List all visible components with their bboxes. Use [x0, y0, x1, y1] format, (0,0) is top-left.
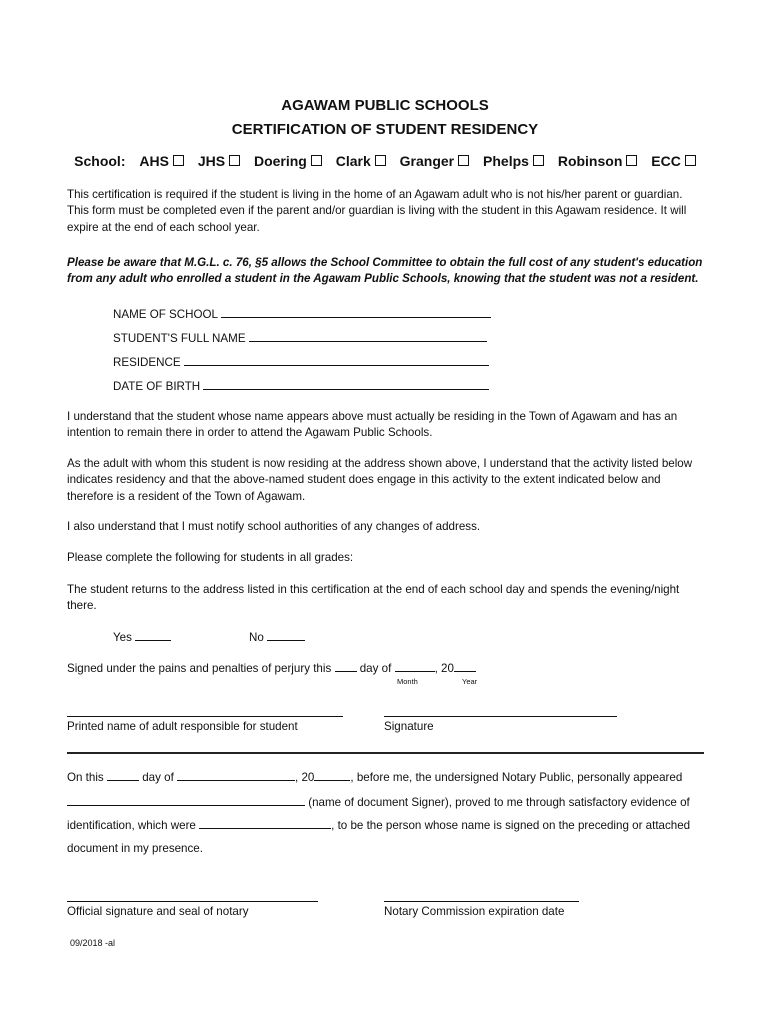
- dob-line[interactable]: [203, 378, 489, 390]
- form-title: AGAWAM PUBLIC SCHOOLS: [281, 97, 489, 114]
- perjury-year-blank[interactable]: [454, 661, 476, 672]
- school-option-doering[interactable]: Doering: [254, 153, 322, 169]
- school-label: School:: [74, 153, 126, 169]
- notary-signature-caption: Official signature and seal of notary: [67, 905, 249, 918]
- notary-month-blank[interactable]: [177, 770, 295, 781]
- checkbox-robinson[interactable]: [626, 155, 637, 166]
- residence-label: RESIDENCE: [113, 356, 181, 369]
- school-name-line[interactable]: [221, 306, 491, 318]
- checkbox-phelps[interactable]: [533, 155, 544, 166]
- checkbox-ecc[interactable]: [685, 155, 696, 166]
- student-name-label: STUDENT'S FULL NAME: [113, 332, 246, 345]
- notary-day-of: day of: [142, 771, 174, 784]
- checkbox-granger[interactable]: [458, 155, 469, 166]
- school-name-field[interactable]: [113, 306, 491, 321]
- perjury-text: Signed under the pains and penalties of perjury this: [67, 662, 332, 675]
- yes-line[interactable]: [135, 630, 171, 641]
- commission-date-line[interactable]: [384, 901, 579, 902]
- school-name-label: NAME OF SCHOOL: [113, 308, 218, 321]
- statement-activity: As the adult with whom this student is now residing at the address shown above, I understand that the activity listed below indicates residency and that the above-named student does engage in this activity to the extent indicated below and therefore is a resident of the Town of Agawam.: [67, 457, 693, 503]
- perjury-day-blank[interactable]: [335, 661, 357, 672]
- notary-line-3: [67, 818, 690, 832]
- notary-line-1: [67, 770, 682, 784]
- form-subtitle: CERTIFICATION OF STUDENT RESIDENCY: [231, 121, 539, 138]
- printed-name-line[interactable]: [67, 716, 343, 717]
- residence-line[interactable]: [184, 354, 489, 366]
- notary-twenty: , 20: [295, 771, 315, 784]
- statement-residing: I understand that the student whose name appears above must actually be residing in the Town of Agawam and has an intention to remain there in order to attend the Agawam Public Schools.: [67, 410, 678, 440]
- no-line[interactable]: [267, 630, 305, 641]
- checkbox-ahs[interactable]: [173, 155, 184, 166]
- school-option-phelps[interactable]: Phelps: [483, 153, 544, 169]
- perjury-day-of: day of: [359, 662, 392, 675]
- statement-returns: The student returns to the address listed in this certification at the end of each school day and spends the evening/night there.: [67, 583, 680, 613]
- signature-line[interactable]: [384, 716, 617, 717]
- notary-day-blank[interactable]: [107, 770, 139, 781]
- statement-all-grades: Please complete the following for students in all grades:: [67, 551, 354, 564]
- school-selector: [0, 153, 770, 169]
- school-option-robinson[interactable]: Robinson: [558, 153, 638, 169]
- notary-name-signer: (name of document Signer), proved to me through satisfactory evidence of: [308, 796, 690, 809]
- notary-identification: identification, which were: [67, 819, 196, 832]
- notary-on-this: On this: [67, 771, 104, 784]
- signature-caption: Signature: [384, 720, 434, 733]
- statement-address-change: I also understand that I must notify school authorities of any changes of address.: [67, 520, 481, 533]
- school-option-jhs[interactable]: JHS: [198, 153, 240, 169]
- perjury-twenty: , 20: [434, 662, 454, 675]
- notary-signature-line[interactable]: [67, 901, 318, 902]
- notary-year-blank[interactable]: [314, 770, 350, 781]
- notary-to-be: , to be the person whose name is signed on the preceding or attached: [331, 819, 691, 832]
- notary-signer-blank[interactable]: [67, 795, 305, 806]
- commission-date-caption: Notary Commission expiration date: [384, 905, 565, 918]
- student-name-line[interactable]: [249, 330, 487, 342]
- notary-id-blank[interactable]: [199, 818, 331, 829]
- no-label: No: [249, 631, 264, 644]
- dob-label: DATE OF BIRTH: [113, 380, 201, 393]
- school-option-granger[interactable]: Granger: [400, 153, 469, 169]
- school-option-clark[interactable]: Clark: [336, 153, 386, 169]
- warning-paragraph: Please be aware that M.G.L. c. 76, §5 allows the School Committee to obtain the full cost of any student's education from any adult who enrolled a student in the Agawam Public Schools, knowing that the student was not a resident.: [67, 256, 703, 286]
- perjury-line: [67, 661, 476, 675]
- school-option-ecc[interactable]: ECC: [651, 153, 696, 169]
- section-divider: [67, 752, 704, 754]
- notary-before-me: , before me, the undersigned Notary Public, personally appeared: [350, 771, 683, 784]
- form-revision-code: 09/2018 -al: [70, 938, 116, 948]
- checkbox-doering[interactable]: [311, 155, 322, 166]
- notary-presence: document in my presence.: [67, 842, 203, 855]
- checkbox-jhs[interactable]: [229, 155, 240, 166]
- notary-line-2: [67, 795, 690, 809]
- checkbox-clark[interactable]: [375, 155, 386, 166]
- school-option-ahs[interactable]: AHS: [139, 153, 184, 169]
- printed-name-caption: Printed name of adult responsible for student: [67, 720, 298, 733]
- dob-field[interactable]: [113, 378, 489, 393]
- year-caption: Year: [462, 677, 478, 686]
- yes-label: Yes: [113, 631, 132, 644]
- student-name-field[interactable]: [113, 330, 487, 345]
- residence-field[interactable]: [113, 354, 489, 369]
- intro-paragraph: This certification is required if the student is living in the home of an Agawam adult who is not his/her parent or guardian. This form must be completed even if the parent and/or guardian is living with the student in this Agawam residence. It will expire at the end of each school year.: [67, 188, 687, 234]
- no-field[interactable]: [249, 630, 305, 644]
- yes-field[interactable]: [113, 630, 171, 644]
- perjury-month-blank[interactable]: [395, 661, 435, 672]
- month-caption: Month: [397, 677, 418, 686]
